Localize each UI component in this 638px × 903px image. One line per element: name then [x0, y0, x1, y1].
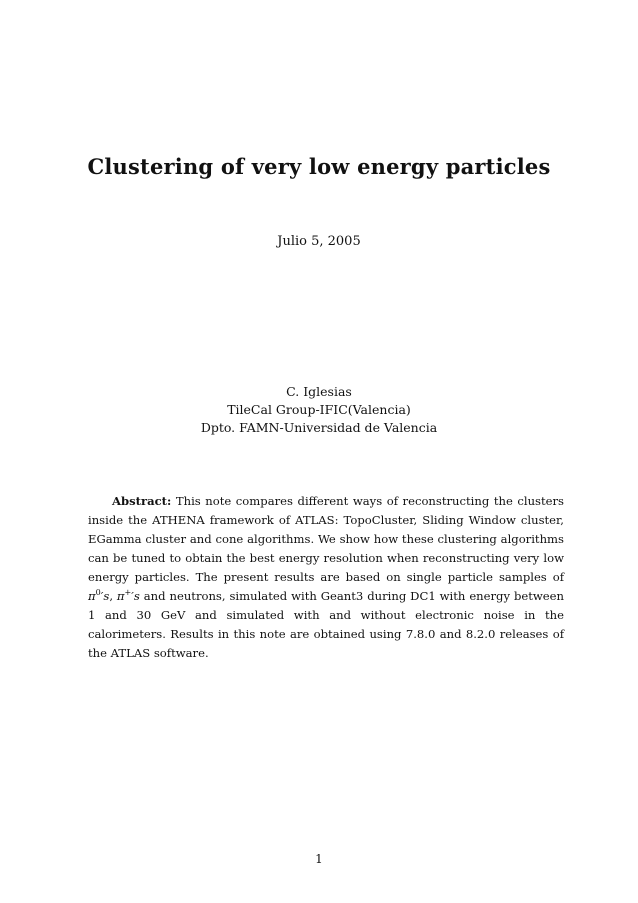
pi-zero-symbol: $\pi^0's$ [88, 588, 110, 603]
abstract-label: Abstract: [112, 494, 172, 508]
author-department: Dpto. FAMN-Universidad de Valencia [200, 420, 438, 435]
author-group: TileCal Group-IFIC(Valencia) [227, 402, 411, 417]
publication-date: Julio 5, 2005 [277, 234, 361, 249]
page-number: 1 [315, 852, 323, 866]
abstract-text-part2: and neutrons, simulated with Geant3 during DC1 with energy between 1 and 30 GeV and simulated with and without electronic noise in the calorimeters. Results in this note are obtained using 7.8.0 and 8.2.0 releases of the ATLAS software. [88, 589, 564, 660]
paper-title: Clustering of very low energy particles [87, 154, 551, 179]
author-block [0, 383, 638, 437]
abstract-text-part1: This note compares different ways of reconstructing the clusters inside the ATHENA framework of ATLAS: TopoCluster, Sliding Window cluster, EGamma cluster and cone algorithms. We show how these clustering algorithms can be tuned to obtain the best energy resolution when reconstructing very low energy particles. The present results are based on single particle samples of [88, 494, 564, 584]
abstract-paragraph: Abstract: This note compares different ways of reconstructing the clusters inside the ATHENA framework of ATLAS: TopoCluster, Sliding Window cluster, EGamma cluster and cone algorithms. We show how these clustering algorithms can be tuned to obtain the best energy resolution when reconstructing very low energy particles. The present results are based on single particle samples of $\pi^0's$, π+′s and neutrons, simulated with Geant3 during DC1 with energy between 1 and 30 GeV and simulated with and without electronic noise in the calorimeters. Results in this note are obtained using 7.8.0 and 8.2.0 releases of the ATLAS software. [88, 494, 564, 660]
author-name: C. Iglesias [286, 384, 352, 399]
pi-plus-symbol: π+′s [116, 588, 140, 603]
